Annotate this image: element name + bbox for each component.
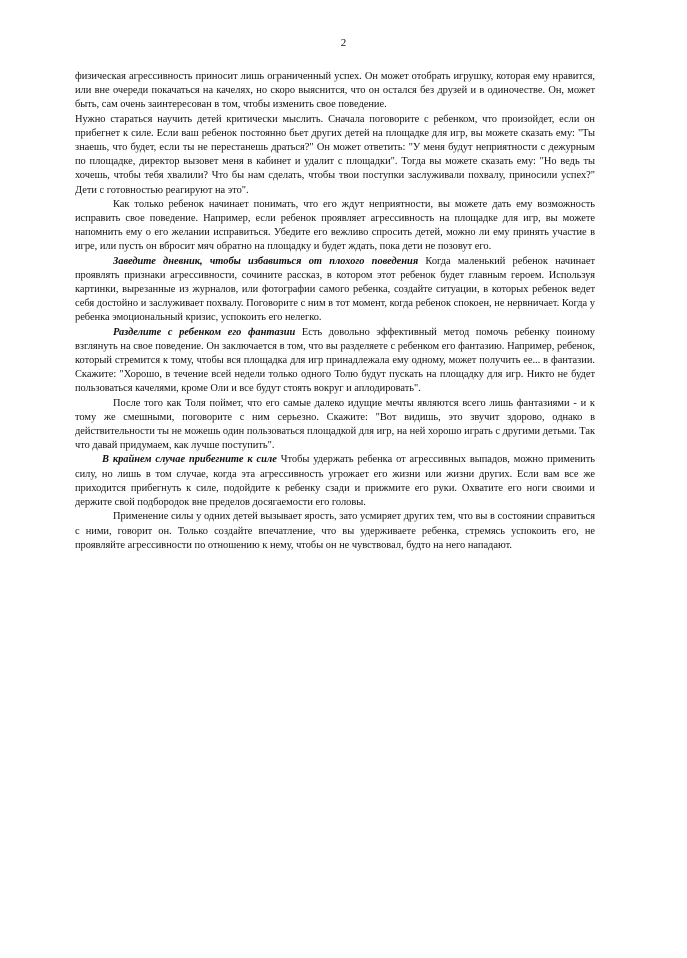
paragraph-2: [75, 113, 595, 198]
section-heading-fantasy: Разделите с ребенком его фантазии: [113, 326, 296, 338]
paragraph-6: [75, 397, 595, 454]
section-heading-force: В крайнем случае прибегните к силе: [102, 454, 277, 466]
paragraph-7: [75, 453, 595, 510]
paragraph-text: Чтобы удержать ребенка от агрессивных выпадов, можно применить силу, но лишь в том случае, когда эта агрессивность угрожает его жизни или жизни других. Если вам все же приходится прибегнуть к силе, подойдите к ребенку сзади и прижмите его руки. Охватите его ноги своими и держите свой подбородок вне пределов досягаемости его головы.: [75, 454, 595, 509]
paragraph-text: После того как Толя поймет, что его самые далеко идущие мечты являются всего лишь фантазиями - и к тому же смешными, поговорите с ним серьезно. Скажите: "Вот видишь, это звучит здорово, однако в действительности ты не можешь один пользоваться площадкой для игр, на ней хорошо играть с другими детьми. Так что давай придумаем, как лучше поступить".: [75, 397, 595, 452]
paragraph-text: Применение силы у одних детей вызывает ярость, зато усмиряет других тем, что вы в состоянии справиться с ними, говорит он. Только создайте впечатление, что вы удерживаете ребенка, стремясь успокоить его, не проявляйте агрессивности по отношению к нему, чтобы он не чувствовал, будто на него нападают.: [75, 511, 595, 551]
paragraph-text: Когда маленький ребенок начинает проявлять признаки агрессивности, сочините рассказ, в котором этот ребенок будет главным героем. Используя картинки, вырезанные из журналов, или фотографии самого ребенка, создайте ситуации, в которых ребенок ведет себя достойно и заслуживает похвалу. Поговорите с ним в тот момент, когда ребенок спокоен, не нервничает. Когда у ребенка эмоциональный кризис, успокоить его нелегко.: [75, 255, 596, 324]
paragraph-text: Как только ребенок начинает понимать, что его ждут неприятности, вы можете дать ему возможность исправить свое поведение. Например, если ребенок проявляет агрессивность на площадке для игр, вы можете напомнить ему о его желании исправиться. Убедите его вежливо спросить детей, можно ли ему принять участие в игре, или пусть он вбросит мяч обратно на площадку и будет ждать, пока дети не позовут его.: [75, 198, 595, 253]
paragraph-4: [75, 255, 595, 326]
paragraph-1: [75, 70, 595, 113]
page-number: 2: [340, 37, 347, 49]
section-heading-diary: Заведите дневник, чтобы избавиться от плохого поведения: [113, 255, 419, 267]
paragraph-5: [75, 326, 595, 397]
paragraph-text: Есть довольно эффективный метод помочь ребенку поиному взглянуть на свое поведение. Он заключается в том, что вы разделяете с ребенком его фантазию. Например, ребенок, который стремится к тому, чтобы вся площадка для игр принадлежала ему одному, может получить ее... в фантазии. Скажите: "Хорошо, в течение всей недели только одного Толю будут пускать на площадку для игр. Никто не будет пользоваться качелями, кроме Оли и все будут стоять вокруг и аплодировать".: [75, 326, 595, 395]
body-text: [75, 70, 595, 553]
paragraph-text: Нужно стараться научить детей критически мыслить. Сначала поговорите с ребенком, что произойдет, если он прибегнет к силе. Если ваш ребенок постоянно бьет других детей на площадке для игр, вы можете сказать ему: "Ты знаешь, что будет, если ты не перестанешь драться?" Он может ответить: "У меня будут неприятности с дежурным по площадке, директор вызовет меня в кабинет и удалит с площадки". Тогда вы можете сказать ему: "Но ведь ты хочешь, чтобы тебя хвалили? Что бы нам сделать, чтобы твои поступки заслуживали похвалу, приносили успех?" Дети с готовностью реагируют на это".: [75, 113, 595, 196]
paragraph-text: физическая агрессивность приносит лишь ограниченный успех. Он может отобрать игрушку, которая ему нравится, или вне очереди покачаться на качелях, но скоро выяснится, что он остался без друзей и в одиночестве. Он, может быть, сам очень заинтересован в том, чтобы изменить свое поведение.: [75, 71, 595, 111]
paragraph-3: [75, 198, 595, 255]
paragraph-8: [75, 510, 595, 553]
